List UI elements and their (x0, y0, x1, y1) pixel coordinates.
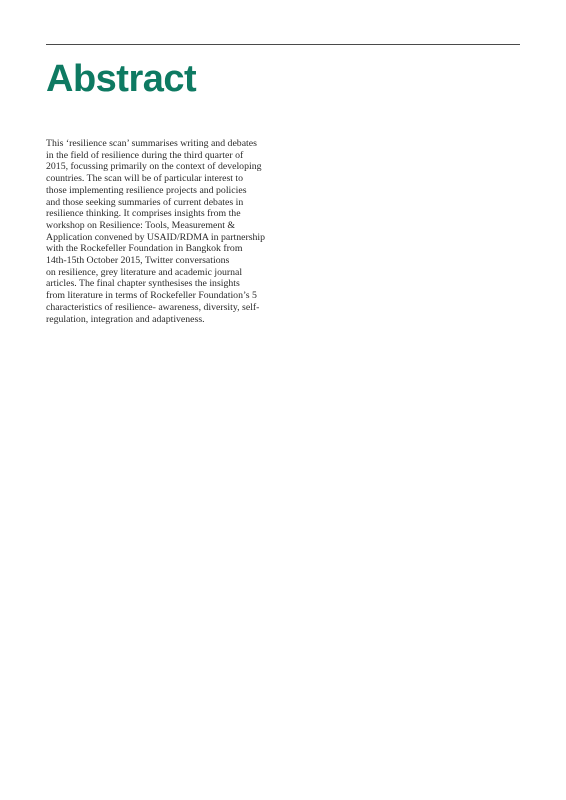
top-divider (46, 44, 520, 45)
abstract-line: and those seeking summaries of current debates in (46, 196, 244, 208)
abstract-line: Application convened by USAID/RDMA in partnership (46, 231, 266, 243)
abstract-line: This ‘resilience scan’ summarises writing and debates (46, 138, 257, 149)
abstract-line: articles. The final chapter synthesises the insights (46, 278, 240, 290)
abstract-line: in the field of resilience during the third quarter of (46, 149, 244, 161)
abstract-line: characteristics of resilience- awareness, diversity, self- (46, 301, 260, 313)
abstract-line: workshop on Resilience: Tools, Measurement & (46, 219, 236, 231)
abstract-line: with the Rockefeller Foundation in Bangkok from (46, 243, 243, 255)
abstract-line: from literature in terms of Rockefeller Foundation’s 5 (46, 290, 257, 302)
abstract-line: on resilience, grey literature and academic journal (46, 266, 243, 278)
abstract-line: countries. The scan will be of particular interest to (46, 173, 244, 185)
abstract-line: 2015, focussing primarily on the context of developing (46, 161, 262, 173)
page-title: Abstract (46, 58, 197, 100)
abstract-paragraph (46, 138, 286, 325)
abstract-line: resilience thinking. It comprises insights from the (46, 208, 241, 220)
abstract-line: regulation, integration and adaptiveness. (46, 313, 205, 325)
abstract-line: those implementing resilience projects and policies (46, 184, 247, 196)
abstract-line: 14th-15th October 2015, Twitter conversations (46, 255, 230, 267)
